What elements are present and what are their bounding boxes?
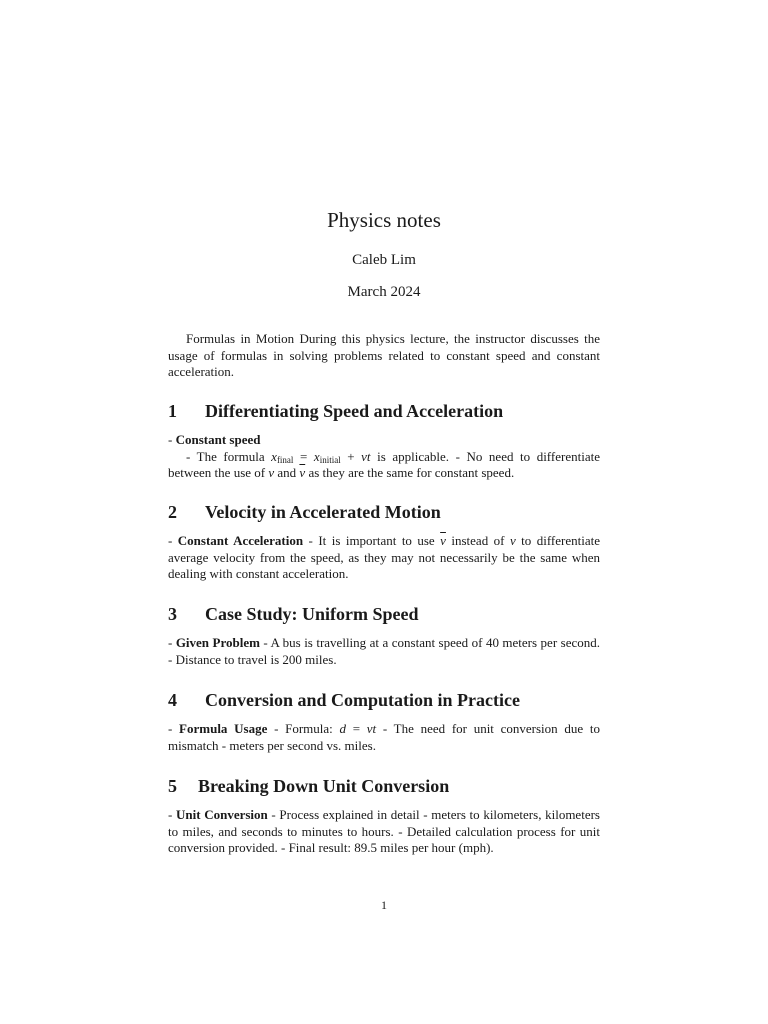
section-1-number: 1 <box>168 401 177 421</box>
section-1-bold-term: Constant speed <box>175 432 261 447</box>
section-2-bold-term: Constant Acceleration <box>177 533 304 548</box>
symbol-v-bar: $\overline{v}$ <box>440 533 446 548</box>
section-1-title: Differentiating Speed and Acceleration <box>205 401 504 421</box>
abstract-paragraph: Formulas in Motion During this physics lecture, the instructor discusses the usage of formulas in solving problems related to constant speed and constant acceleration. <box>168 331 600 379</box>
symbol-v-bar: $\overline{v}$ <box>299 465 306 480</box>
section-1-body: - The formula $x_{final} = x_{initial}$ + vt is applicable. - No need to differentiate between the use of v and $\overline{v}$ as they are the same for constant speed. <box>168 448 600 480</box>
symbol-v: v <box>268 465 275 480</box>
section-4-heading <box>168 689 600 711</box>
section-3-bold-term: Given Problem <box>175 635 260 650</box>
section-4-body: - Formula Usage - Formula: d = vt - The need for unit conversion due to mismatch - meters per second vs. miles. <box>168 721 600 753</box>
section-2-title: Velocity in Accelerated Motion <box>205 502 441 522</box>
section-2-heading <box>168 501 600 523</box>
section-2-body: - Constant Acceleration - It is important to use $\overline{v}$ instead of v to differentiate average velocity from the speed, as they may not necessarily be the same when dealing with constant acceleration. <box>168 533 600 581</box>
section-2 <box>168 501 600 583</box>
section-3-body: - Given Problem - A bus is travelling at a constant speed of 40 meters per second. - Distance to travel is 200 miles. <box>168 635 600 667</box>
section-5-title: Breaking Down Unit Conversion <box>198 776 450 796</box>
section-5-heading <box>168 775 600 797</box>
symbol-v: v <box>509 533 516 548</box>
section-5 <box>168 775 600 857</box>
document-date: March 2024 <box>347 284 421 300</box>
section-4-title: Conversion and Computation in Practice <box>205 690 520 710</box>
section-5-bold-term: Unit Conversion <box>175 807 268 822</box>
document-title: Physics notes <box>327 208 441 232</box>
section-3-number: 3 <box>168 604 177 624</box>
formula-x-final: $x_{final} = x_{initial}$ + vt <box>271 448 371 465</box>
section-1 <box>168 400 600 482</box>
section-1-heading <box>168 400 600 422</box>
document-author: Caleb Lim <box>352 252 416 268</box>
formula-d-vt: d = vt <box>339 721 377 736</box>
section-4 <box>168 689 600 754</box>
section-4-number: 4 <box>168 690 177 710</box>
section-3-title: Case Study: Uniform Speed <box>205 604 419 624</box>
page-number: 1 <box>381 898 387 912</box>
section-1-lead: - Constant speed <box>168 432 261 447</box>
section-5-number: 5 <box>168 776 177 796</box>
section-2-number: 2 <box>168 502 177 522</box>
section-3 <box>168 603 600 668</box>
section-4-bold-term: Formula Usage <box>179 721 268 736</box>
section-5-body: - Unit Conversion - Process explained in detail - meters to kilometers, kilometers to miles, and seconds to minutes to hours. - Detailed calculation process for unit conversion provided. - Final result: 89.5 miles per hour (mph). <box>168 807 600 855</box>
section-3-heading <box>168 603 600 625</box>
